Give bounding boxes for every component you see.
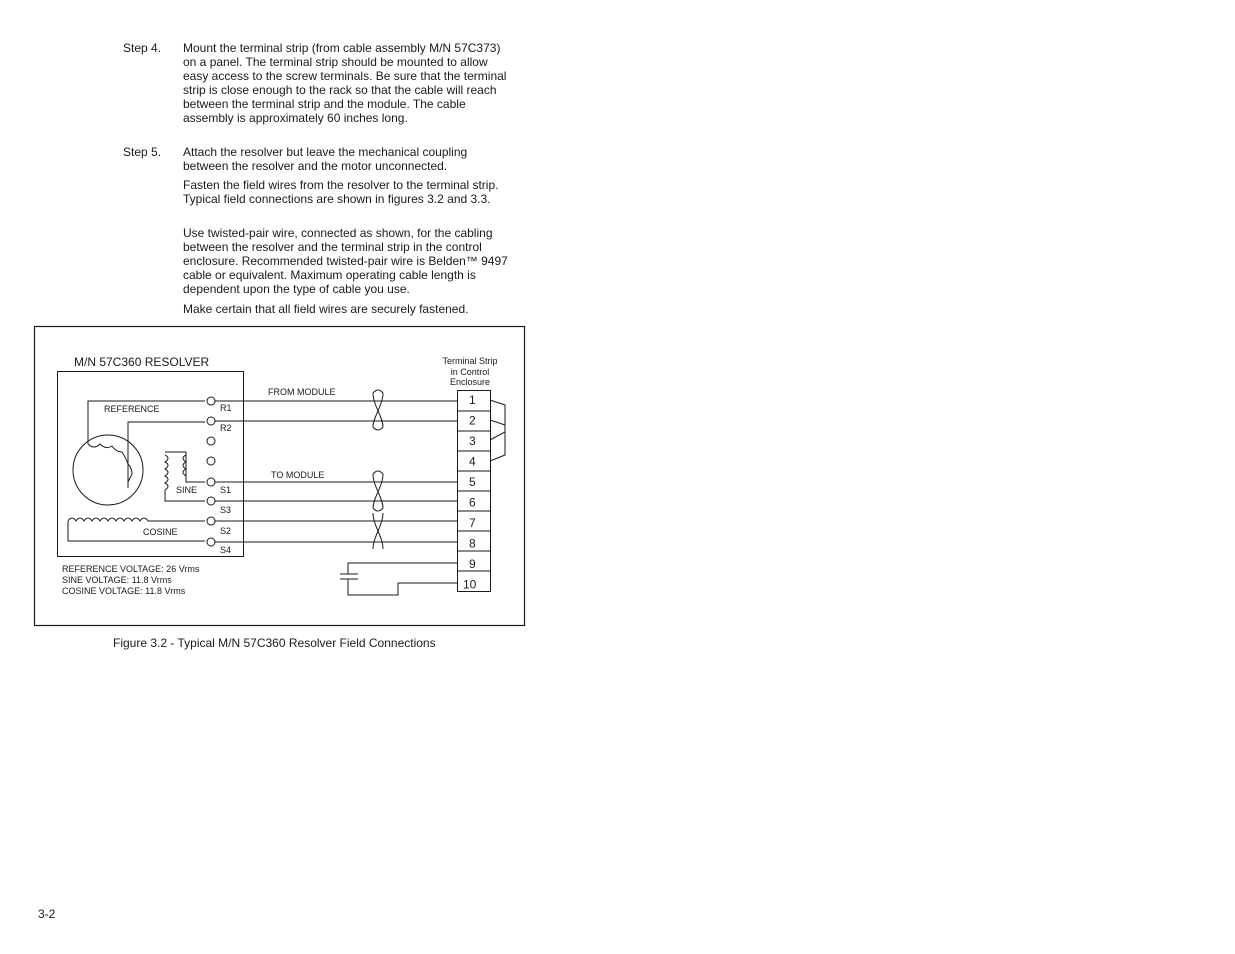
resolver-terminal-circles bbox=[207, 397, 215, 546]
terminal-number-6: 6 bbox=[469, 495, 476, 510]
sine-voltage: SINE VOLTAGE: 11.8 Vrms bbox=[62, 575, 172, 585]
cosine-winding bbox=[68, 518, 148, 521]
step-5-text-4: Make certain that all field wires are securely fastened. bbox=[183, 302, 469, 316]
resolver-title: M/N 57C360 RESOLVER bbox=[74, 355, 210, 369]
terminal-number-10: 10 bbox=[463, 577, 477, 592]
terminal-strip-label-3: Enclosure bbox=[449, 377, 491, 387]
sine-label: SINE bbox=[176, 485, 198, 495]
sine-winding bbox=[165, 455, 168, 490]
from-module-label: FROM MODULE bbox=[268, 387, 336, 397]
step-5-label: Step 5. bbox=[123, 145, 162, 159]
reference-coil-ring bbox=[73, 435, 143, 505]
page-number: 3-2 bbox=[38, 907, 56, 921]
field-wires bbox=[215, 401, 457, 542]
terminal-strip-label-2: in Control bbox=[450, 367, 490, 377]
terminal-s1: S1 bbox=[220, 485, 232, 495]
reference-voltage: REFERENCE VOLTAGE: 26 Vrms bbox=[62, 564, 200, 574]
step-4-label: Step 4. bbox=[123, 41, 162, 55]
sine-lead-1 bbox=[165, 452, 205, 482]
figure-caption: Figure 3.2 - Typical M/N 57C360 Resolver Field Connections bbox=[113, 636, 436, 650]
terminal-r1: R1 bbox=[220, 403, 232, 413]
terminal-s4: S4 bbox=[220, 545, 232, 555]
step-5-text-1: Attach the resolver but leave the mechanical coupling between the resolver and the motor unconnected. bbox=[183, 145, 468, 173]
shield-wiring bbox=[340, 563, 457, 595]
twisted-pair-symbols bbox=[373, 390, 383, 549]
terminal-strip bbox=[457, 391, 505, 592]
reference-label: REFERENCE bbox=[104, 404, 160, 414]
terminal-s3: S3 bbox=[220, 505, 232, 515]
step-4-text: Mount the terminal strip (from cable assembly M/N 57C373) on a panel. The terminal strip should be mounted to allow easy access to the screw terminals. Be sure that the terminal strip is close enough to the rack so that the cable will reach between the terminal strip and the module. The cable assembly is approximately 60 inches long. bbox=[183, 41, 507, 125]
terminal-number-8: 8 bbox=[469, 536, 476, 551]
cosine-lead-2 bbox=[68, 521, 205, 541]
terminal-number-7: 7 bbox=[469, 516, 476, 530]
terminal-strip-label-1: Terminal Strip bbox=[442, 356, 498, 366]
step-5-text-2: Fasten the field wires from the resolver to the terminal strip. Typical field connections are shown in figures 3.2 and 3.3. bbox=[183, 178, 499, 206]
terminal-number-9: 9 bbox=[469, 557, 476, 571]
cosine-voltage: COSINE VOLTAGE: 11.8 Vrms bbox=[62, 586, 186, 596]
terminal-s2: S2 bbox=[220, 526, 232, 536]
terminal-number-1: 1 bbox=[469, 393, 476, 407]
terminal-number-4: 4 bbox=[469, 454, 476, 469]
reference-winding bbox=[88, 444, 132, 482]
step-5-text-3: Use twisted-pair wire, connected as shown, for the cabling between the resolver and the terminal strip in the control enclosure. Recommended twisted-pair wire is Belden™ 9497 cable or equivalent. Maximum operating cable length is dependent upon the type of cable you use. bbox=[183, 226, 508, 296]
terminal-number-5: 5 bbox=[469, 475, 476, 489]
terminal-number-3: 3 bbox=[469, 434, 476, 448]
cosine-label: COSINE bbox=[143, 527, 178, 537]
terminal-number-2: 2 bbox=[469, 413, 476, 428]
to-module-label: TO MODULE bbox=[271, 470, 325, 480]
terminal-number-labels bbox=[463, 393, 477, 592]
terminal-r2: R2 bbox=[220, 423, 232, 433]
